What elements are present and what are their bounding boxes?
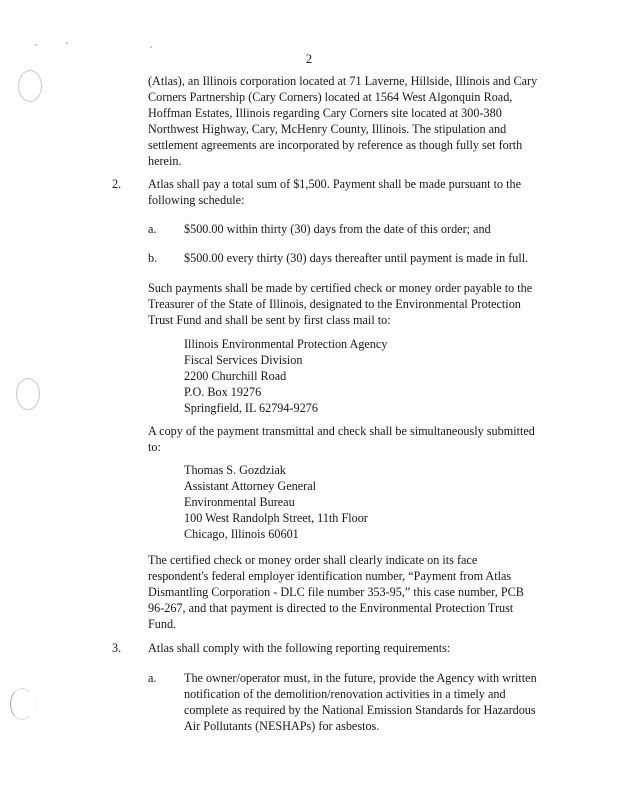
- item-number: 2.: [112, 177, 122, 191]
- address-line: Environmental Bureau: [184, 495, 295, 509]
- attorney-mailing-address: [184, 462, 368, 542]
- subitem-label: b.: [148, 251, 158, 265]
- text-line: following schedule:: [148, 193, 245, 207]
- text-line: $500.00 within thirty (30) days from the date of this order; and: [184, 222, 491, 236]
- schedule-item-b: [184, 250, 528, 266]
- text-line: The certified check or money order shall clearly indicate on its face: [148, 553, 478, 567]
- subitem-label: a.: [148, 671, 157, 685]
- subitem-label: a.: [148, 222, 157, 236]
- address-line: 2200 Churchill Road: [184, 369, 287, 383]
- text-line: Dismantling Corporation - DLC file number 353-95,” this case number, PCB: [148, 585, 524, 599]
- payment-terms-paragraph: [148, 176, 521, 208]
- text-line: Trust Fund and shall be sent by first class mail to:: [148, 313, 391, 327]
- schedule-item-a: [184, 221, 491, 237]
- punch-hole-bottom: [10, 688, 34, 720]
- text-line: $500.00 every thirty (30) days thereafter until payment is made in full.: [184, 251, 529, 265]
- scan-speck: [35, 44, 37, 46]
- text-line: Such payments shall be made by certified check or money order payable to the: [148, 281, 533, 295]
- address-line: Illinois Environmental Protection Agency: [184, 337, 388, 351]
- notification-requirement: [184, 670, 537, 734]
- reporting-requirements-paragraph: [148, 640, 450, 656]
- payment-method-paragraph: [148, 280, 532, 328]
- address-line: 100 West Randolph Street, 11th Floor: [184, 511, 368, 525]
- scan-speck: [66, 42, 68, 44]
- intro-paragraph: [148, 73, 537, 169]
- text-line: respondent's federal employer identification number, “Payment from Atlas: [148, 569, 512, 583]
- check-indication-paragraph: [148, 552, 524, 632]
- text-line: settlement agreements are incorporated by reference as though fully set forth: [148, 138, 523, 152]
- text-line: Hoffman Estates, Illinois regarding Cary Corners site located at 300-380: [148, 106, 502, 120]
- text-line: complete as required by the National Emission Standards for Hazardous: [184, 703, 536, 717]
- text-line: (Atlas), an Illinois corporation located at 71 Laverne, Hillside, Illinois and Cary: [148, 74, 538, 88]
- text-line: 96-267, and that payment is directed to the Environmental Protection Trust: [148, 601, 514, 615]
- text-line: to:: [148, 440, 161, 454]
- punch-hole-middle: [16, 378, 40, 410]
- address-line: Thomas S. Gozdziak: [184, 463, 286, 477]
- address-line: Fiscal Services Division: [184, 353, 303, 367]
- text-line: Corners Partnership (Cary Corners) located at 1564 West Algonquin Road,: [148, 90, 513, 104]
- text-line: Northwest Highway, Cary, McHenry County, Illinois. The stipulation and: [148, 122, 507, 136]
- text-line: Atlas shall pay a total sum of $1,500. Payment shall be made pursuant to the: [148, 177, 522, 191]
- text-line: Fund.: [148, 617, 177, 631]
- text-line: notification of the demolition/renovation activities in a timely and: [184, 687, 506, 701]
- address-line: Assistant Attorney General: [184, 479, 317, 493]
- text-line: Treasurer of the State of Illinois, designated to the Environmental Protection: [148, 297, 521, 311]
- scan-speck: [150, 46, 152, 48]
- text-line: Atlas shall comply with the following reporting requirements:: [148, 641, 451, 655]
- punch-hole-top: [18, 70, 42, 102]
- copy-transmittal-paragraph: [148, 423, 535, 455]
- page-number: 2: [305, 52, 313, 66]
- address-line: P.O. Box 19276: [184, 385, 262, 399]
- address-line: Springfield, IL 62794-9276: [184, 401, 318, 415]
- item-number: 3.: [112, 641, 122, 655]
- text-line: herein.: [148, 154, 182, 168]
- address-line: Chicago, Illinois 60601: [184, 527, 299, 541]
- text-line: The owner/operator must, in the future, provide the Agency with written: [184, 671, 537, 685]
- text-line: Air Pollutants (NESHAPs) for asbestos.: [184, 719, 380, 733]
- text-line: A copy of the payment transmittal and check shall be simultaneously submitted: [148, 424, 535, 438]
- agency-mailing-address: [184, 336, 387, 416]
